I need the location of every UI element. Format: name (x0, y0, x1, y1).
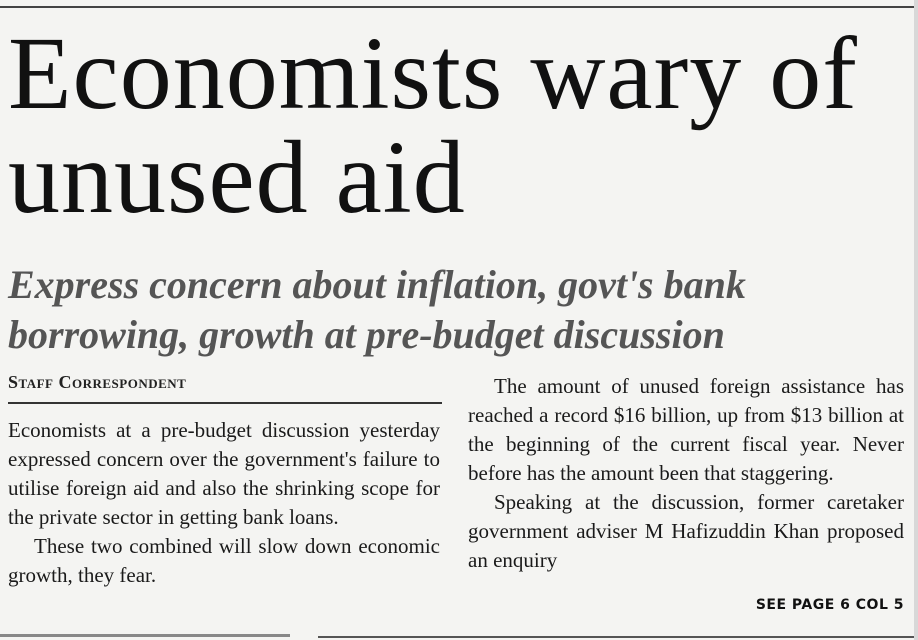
page-edge (914, 0, 918, 640)
headline: Economists wary of unused aid (8, 16, 858, 235)
byline-rule (8, 402, 442, 404)
right-column (468, 372, 904, 575)
top-rule (0, 6, 918, 8)
paragraph: Speaking at the discussion, former caretaker government adviser M Hafizuddin Khan proposed an enquiry (468, 490, 904, 572)
paragraph: Economists at a pre-budget discussion yesterday expressed concern over the government's failure to utilise foreign aid and also the shrinking scope for the private sector in getting bank loans. (8, 418, 440, 529)
subheadline: Express concern about inflation, govt's bank borrowing, growth at pre-budget discussion (8, 262, 746, 357)
left-column (8, 416, 440, 590)
paragraph: These two combined will slow down economic growth, they fear. (8, 534, 440, 587)
bottom-rule (318, 636, 914, 638)
byline: Staff Correspondent (8, 372, 187, 392)
continued-jump-line: SEE PAGE 6 COL 5 (755, 597, 904, 613)
paragraph: The amount of unused foreign assistance has reached a record $16 billion, up from $13 billion at the beginning of the current fiscal year. Never before has the amount been that staggering. (468, 374, 904, 485)
bottom-rule (0, 634, 290, 637)
